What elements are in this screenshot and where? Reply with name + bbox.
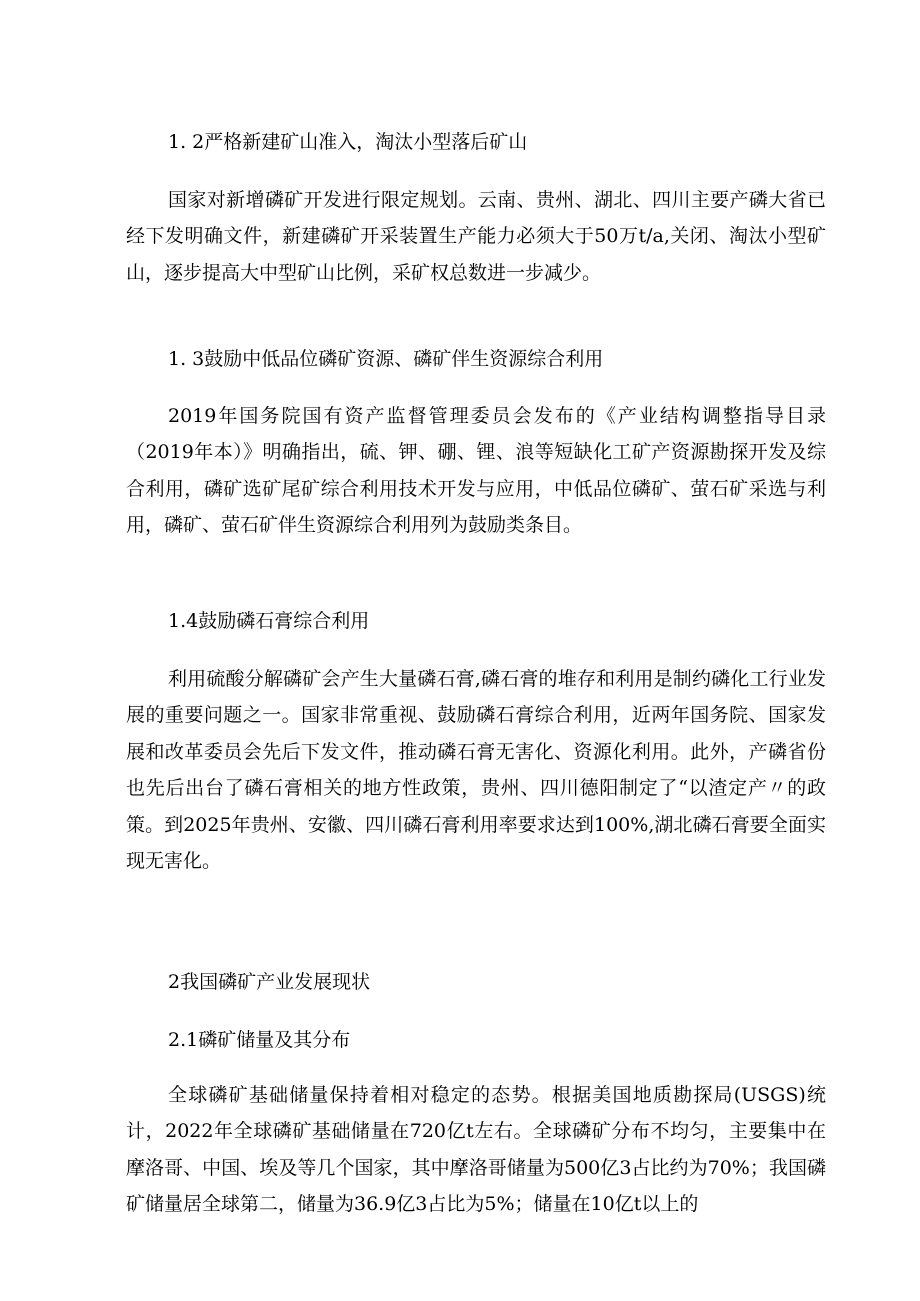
section-heading-1-2: 1. 2严格新建矿山准入，淘汰小型落后矿山 bbox=[168, 131, 528, 153]
paragraph-industrial-catalog: 2019年国务院国有资产监督管理委员会发布的《产业结构调整指导目录（2019年本）》明确指出，硫、钾、硼、锂、浪等短缺化工矿产资源勘探开发及综合利用，磷矿选矿尾矿综合利用技术开发与应用，中低品位磷矿、萤石矿采选与利用，磷矿、萤石矿伴生资源综合利用列为鼓励类条目。 bbox=[126, 405, 826, 537]
paragraph-phosphogypsum: 利用硫酸分解磷矿会产生大量磷石膏,磷石膏的堆存和利用是制约磷化工行业发展的重要问题之一。国家非常重视、鼓励磷石膏综合利用，近两年国务院、国家发展和改革委员会先后下发文件，推动磷石膏无害化、资源化利用。此外，产磷省份也先后出台了磷石膏相关的地方性政策，贵州、四川德阳制定了“以渣定产〃的政策。到2025年贵州、安徽、四川磷石膏利用率要求达到100%,湖北磷石膏要全面实现无害化。 bbox=[126, 668, 826, 873]
section-heading-1-3: 1. 3鼓励中低品位磷矿资源、磷矿伴生资源综合利用 bbox=[168, 348, 604, 370]
paragraph-global-reserves: 全球磷矿基础储量保持着相对稳定的态势。根据美国地质勘探局(USGS)统计，2022年全球磷矿基础储量在720亿t左右。全球磷矿分布不均匀，主要集中在摩洛哥、中国、埃及等几个国家，其中摩洛哥储量为500亿3占比约为70%；我国磷矿储量居全球第二，储量为36.9亿3占比为5%；储量在10亿t以上的 bbox=[126, 1084, 826, 1216]
paragraph-new-mine-access: 国家对新增磷矿开发进行限定规划。云南、贵州、湖北、四川主要产磷大省已经下发明确文件，新建磷矿开采装置生产能力必须大于50万t∕a,关闭、淘汰小型矿山，逐步提高大中型矿山比例，采矿权总数进一步减少。 bbox=[126, 189, 826, 284]
section-heading-2: 2我国磷矿产业发展现状 bbox=[168, 971, 371, 993]
section-heading-1-4: 1.4鼓励磷石膏综合利用 bbox=[168, 610, 370, 632]
section-heading-2-1: 2.1磷矿储量及其分布 bbox=[168, 1029, 351, 1051]
